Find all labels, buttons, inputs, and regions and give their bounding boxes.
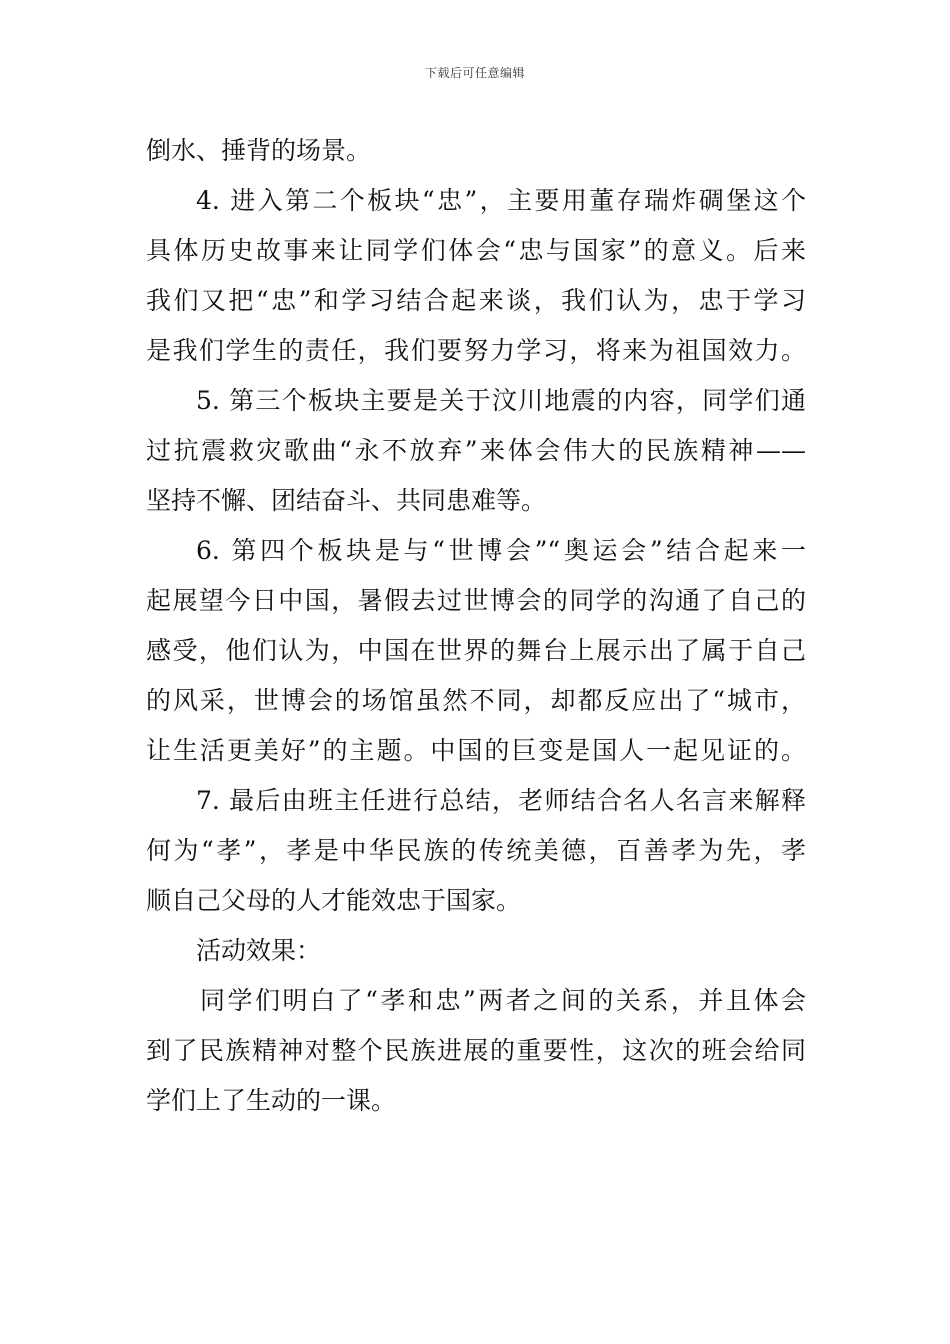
text-line: 学们上了生动的一课。 bbox=[146, 1086, 397, 1115]
text-line: 6. 第四个板块是与“世博会”“奥运会”结合起来一 bbox=[196, 536, 806, 565]
text-line: 到了民族精神对整个民族进展的重要性，这次的班会给同 bbox=[146, 1036, 806, 1065]
text-line: 的风采，世博会的场馆虽然不同，却都反应出了“城市， bbox=[146, 686, 806, 715]
text-line: 让生活更美好”的主题。中国的巨变是国人一起见证的。 bbox=[146, 736, 806, 765]
text-line: 具体历史故事来让同学们体会“忠与国家”的意义。后来 bbox=[146, 236, 806, 265]
text-line: 坚持不懈、团结奋斗、共同患难等。 bbox=[146, 486, 547, 515]
text-line: 起展望今日中国，暑假去过世博会的同学的沟通了自己的 bbox=[146, 586, 806, 615]
text-line: 5. 第三个板块主要是关于汶川地震的内容，同学们通 bbox=[196, 386, 806, 415]
text-line: 是我们学生的责任，我们要努力学习，将来为祖国效力。 bbox=[146, 336, 806, 365]
text-line: 倒水、捶背的场景。 bbox=[146, 136, 372, 165]
text-line: 何为“孝”，孝是中华民族的传统美德，百善孝为先，孝 bbox=[146, 836, 806, 865]
text-line: 4. 进入第二个板块“忠”，主要用董存瑞炸碉堡这个 bbox=[196, 186, 806, 215]
text-line: 我们又把“忠”和学习结合起来谈，我们认为，忠于学习 bbox=[146, 286, 806, 315]
section-heading: 活动效果： bbox=[196, 936, 322, 965]
text-line: 同学们明白了“孝和忠”两者之间的关系，并且体会 bbox=[200, 986, 806, 1015]
text-line: 7. 最后由班主任进行总结，老师结合名人名言来解释 bbox=[196, 786, 806, 815]
text-line: 顺自己父母的人才能效忠于国家。 bbox=[146, 886, 522, 915]
page-header: 下载后可任意编辑 bbox=[424, 66, 525, 80]
document-body bbox=[146, 126, 806, 1126]
text-line: 过抗震救灾歌曲“永不放弃”来体会伟大的民族精神—— bbox=[146, 436, 806, 465]
text-line: 感受，他们认为，中国在世界的舞台上展示出了属于自己 bbox=[146, 636, 806, 665]
